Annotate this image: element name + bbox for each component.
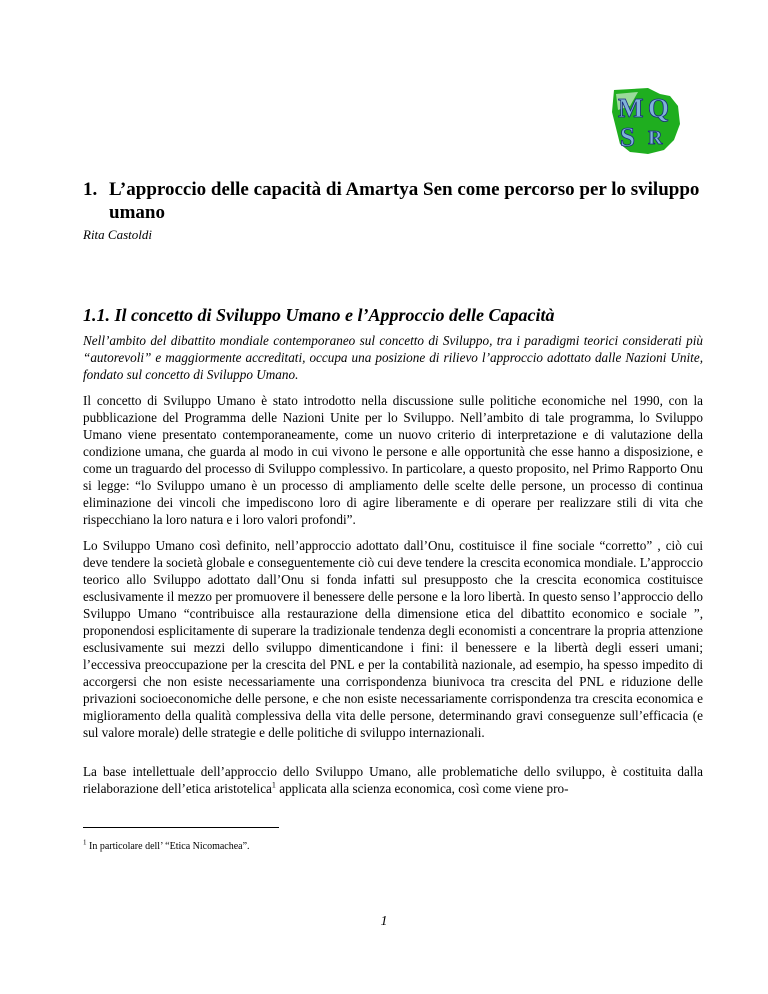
footnote-reference[interactable]: 1 (271, 780, 276, 790)
logo-letter-r: R (648, 127, 663, 149)
chapter-number: 1. (83, 179, 98, 200)
footnote-divider (83, 827, 279, 828)
paragraph-text-before-note: La base intellettuale dell’approccio dello Sviluppo Umano, alle problematiche dello sviluppo, è costituita dalla rielaborazione dell’etica aristotelica (83, 764, 703, 796)
logo-letter-s: S (620, 122, 636, 152)
body-paragraph-3 (83, 763, 703, 797)
body-paragraph-2: Lo Sviluppo Umano così definito, nell’approccio adottato dall’Onu, costituisce il fine sociale “corretto” , ciò cui deve tendere la società globale e conseguentemente ciò cui deve tendere la crescita economica mondiale. L’approccio teorico allo Sviluppo adottato dall’Onu si fonda infatti sul presupposto che la crescita economica costituisce esclusivamente il mezzo per promuovere il benessere delle persone e la loro libertà. In questo senso l’approccio dello Sviluppo Umano “contribuisce alla restaurazione della dimensione etica del dibattito economico e sociale ”, proponendosi esplicitamente di superare la tradizionale tendenza degli economisti a concentrare la propria attenzione esclusivamente sui mezzi dello sviluppo dimenticandone i fini: il benessere e la libertà degli esseri umani; l’eccessiva preoccupazione per la crescita del PNL e per la contabilità nazionale, ad esempio, ha spesso impedito di accorgersi che non esiste necessariamente una corrispondenza biunivoca tra crescita del PNL e riduzione delle privazioni socioeconomiche delle persone, e che non esiste necessariamente corrispondenza tra crescita economica e miglioramento della qualità complessiva della vita delle persone, determinando gravi conseguenze sull’efficacia (e sul valore morale) delle strategie e delle politiche di sviluppo internazionali. (83, 538, 703, 740)
footnote (83, 840, 250, 853)
footnote-number: 1 (83, 838, 87, 847)
chapter-title: L’approccio delle capacità di Amartya Sen come percorso per lo sviluppo umano (109, 179, 700, 223)
abstract-paragraph: Nell’ambito del dibattito mondiale contemporaneo sul concetto di Sviluppo, tra i paradigmi teorici considerati più “autorevoli” e maggiormente accreditati, occupa una posizione di rilievo l’approccio adottato dalle Nazioni Unite, fondato sul concetto di Sviluppo Umano. (83, 333, 703, 382)
page-number: 1 (380, 914, 388, 929)
body-paragraph-1: Il concetto di Sviluppo Umano è stato introdotto nella discussione sulle politiche economiche nel 1990, con la pubblicazione del Programma delle Nazioni Unite per lo Sviluppo. Nell’ambito di tale programma, lo Sviluppo Umano viene presentato contemporaneamente, come un nuovo criterio di interpretazione e di valutazione della condizione umana, che guarda al modo in cui vivono le persone e alle opportunità che esse hanno a disposizione, e come un traguardo del processo di Sviluppo complessivo. In particolare, a questo proposito, nel Primo Rapporto Onu si legge: “lo Sviluppo umano è un processo di ampliamento delle scelte delle persone, un processo di continua eliminazione dei vincoli che impediscono loro di agire liberamente e di operare per realizzare stili di vita che rispecchiano la loro natura e i loro valori profondi”. (83, 393, 703, 527)
logo-letter-m: M (618, 93, 644, 123)
footnote-text: In particolare dell’ “Etica Nicomachea”. (86, 841, 250, 852)
paragraph-text-after-note: applicata alla scienza economica, così come viene pro- (275, 781, 569, 796)
mqsr-logo (608, 84, 684, 160)
author-name: Rita Castoldi (83, 227, 152, 242)
logo-letter-q: Q (648, 93, 670, 123)
body-text (83, 332, 703, 806)
mqsr-logo-graphic (608, 84, 684, 160)
chapter-heading (83, 178, 703, 224)
section-heading: 1.1. Il concetto di Sviluppo Umano e l’Approccio delle Capacità (83, 305, 555, 325)
